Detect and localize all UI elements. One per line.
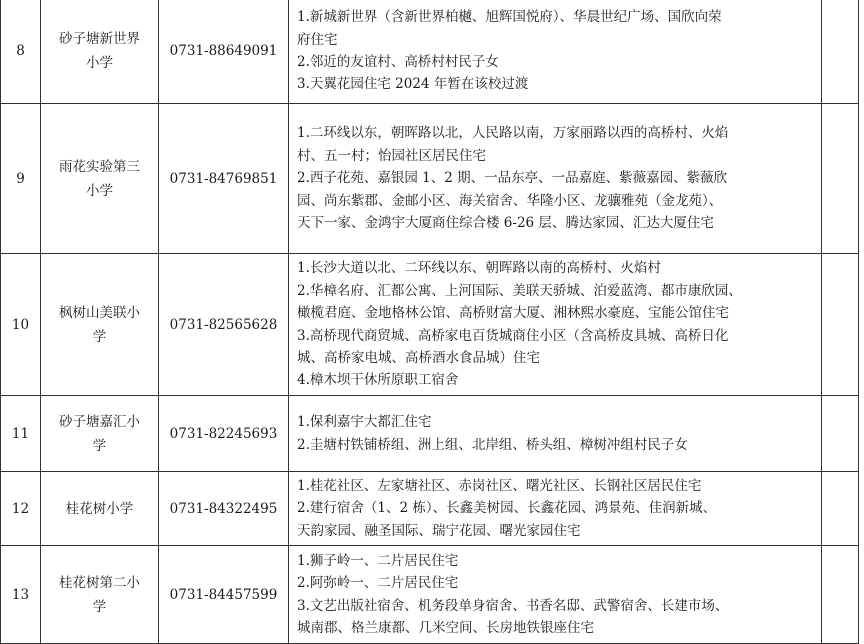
enrollment-area-line: 1.新城新世界（含新世界柏樾、旭辉国悦府）、华晨世纪广场、国欣向荣 xyxy=(297,9,722,26)
school-phone: 0731-84457599 xyxy=(159,546,289,644)
remarks-cell xyxy=(822,104,859,254)
row-number: 11 xyxy=(1,396,41,472)
enrollment-area-line: 橄榄君庭、金地格林公馆、高桥财富大厦、湘林熙水豪庭、宝能公馆住宅 xyxy=(297,305,729,322)
enrollment-area-line: 1.二环线以东，朝晖路以北，人民路以南，万家丽路以西的高桥村、火焰 xyxy=(297,125,729,142)
row-number: 13 xyxy=(1,546,41,644)
enrollment-area-line: 府住宅 xyxy=(297,31,338,48)
school-name: 雨花实验第三小学 xyxy=(41,104,159,254)
enrollment-area-line: 3.文艺出版社宿舍、机务段单身宿舍、书香名邸、武警宿舍、长建市场、 xyxy=(297,597,729,614)
enrollment-area-line: 城、高桥家电城、高桥酒水食品城）住宅 xyxy=(297,349,540,366)
row-number: 8 xyxy=(1,0,41,104)
enrollment-area-line: 1.狮子岭一、二片居民住宅 xyxy=(297,552,459,569)
remarks-cell xyxy=(822,0,859,104)
remarks-cell xyxy=(822,546,859,644)
row-number: 9 xyxy=(1,104,41,254)
enrollment-area-line: 3.天翼花园住宅 2024 年暂在该校过渡 xyxy=(297,76,529,93)
school-phone: 0731-82245693 xyxy=(159,396,289,472)
school-name: 枫树山美联小学 xyxy=(41,254,159,396)
enrollment-area-line: 1.长沙大道以北、二环线以东、朝晖路以南的高桥村、火焰村 xyxy=(297,260,661,277)
school-name: 桂花树第二小学 xyxy=(41,546,159,644)
enrollment-area-line: 2.华樟名府、汇都公寓、上河国际、美联天骄城、泊爱蓝湾、都市康欣园、 xyxy=(297,282,742,299)
enrollment-area-line: 2.西子花苑、嘉银园 1、2 期、一品东亭、一品嘉庭、紫薇嘉园、紫薇欣 xyxy=(297,170,728,187)
table-row xyxy=(1,254,859,396)
enrollment-area-line: 3.高桥现代商贸城、高桥家电百货城商住小区（含高桥皮具城、高桥日化 xyxy=(297,327,729,344)
enrollment-area-line: 城南郡、格兰康都、几米空间、长房地铁银座住宅 xyxy=(297,620,594,637)
enrollment-area-line: 1.保利嘉宇大都汇住宅 xyxy=(297,414,432,431)
remarks-cell xyxy=(822,254,859,396)
table-row xyxy=(1,0,859,104)
enrollment-area-line: 天下一家、金鸿宇大厦商住综合楼 6-26 层、腾达家园、汇达大厦住宅 xyxy=(297,215,714,232)
school-name: 桂花树小学 xyxy=(41,472,159,546)
table-body xyxy=(1,0,859,644)
enrollment-area xyxy=(289,104,822,254)
enrollment-area-line: 园、尚东紫郡、金邮小区、海关宿舍、华隆小区、龙骧雅苑（金龙苑）、 xyxy=(297,192,723,209)
remarks-cell xyxy=(822,472,859,546)
row-number: 10 xyxy=(1,254,41,396)
enrollment-area-line: 2.建行宿舍（1、2 栋）、长鑫美树园、长鑫花园、鸿景苑、佳润新城、 xyxy=(297,500,717,517)
school-phone: 0731-84769851 xyxy=(159,104,289,254)
row-number: 12 xyxy=(1,472,41,546)
table-row xyxy=(1,546,859,644)
school-phone: 0731-88649091 xyxy=(159,0,289,104)
enrollment-area xyxy=(289,472,822,546)
enrollment-area-line: 4.樟木坝干休所原职工宿舍 xyxy=(297,372,459,389)
school-name: 砂子塘新世界小学 xyxy=(41,0,159,104)
school-phone: 0731-82565628 xyxy=(159,254,289,396)
table-row xyxy=(1,472,859,546)
enrollment-area-line: 2.圭塘村铁铺桥组、洲上组、北岸组、桥头组、樟树冲组村民子女 xyxy=(297,436,688,453)
enrollment-area-line: 2.阿弥岭一、二片居民住宅 xyxy=(297,575,459,592)
enrollment-area-line: 1.桂花社区、左家塘社区、赤岗社区、曙光社区、长钢社区居民住宅 xyxy=(297,478,702,494)
enrollment-area xyxy=(289,546,822,644)
table-row xyxy=(1,396,859,472)
enrollment-area-line: 天韵家园、融圣国际、瑞宁花园、曙光家园住宅 xyxy=(297,522,581,539)
school-phone: 0731-84322495 xyxy=(159,472,289,546)
enrollment-area xyxy=(289,396,822,472)
school-name: 砂子塘嘉汇小学 xyxy=(41,396,159,472)
remarks-cell xyxy=(822,396,859,472)
enrollment-area-line: 2.邻近的友谊村、高桥村村民子女 xyxy=(297,54,499,70)
enrollment-area xyxy=(289,0,822,104)
enrollment-area-line: 村、五一村；怡园社区居民住宅 xyxy=(297,147,486,164)
table-row xyxy=(1,104,859,254)
enrollment-area xyxy=(289,254,822,396)
